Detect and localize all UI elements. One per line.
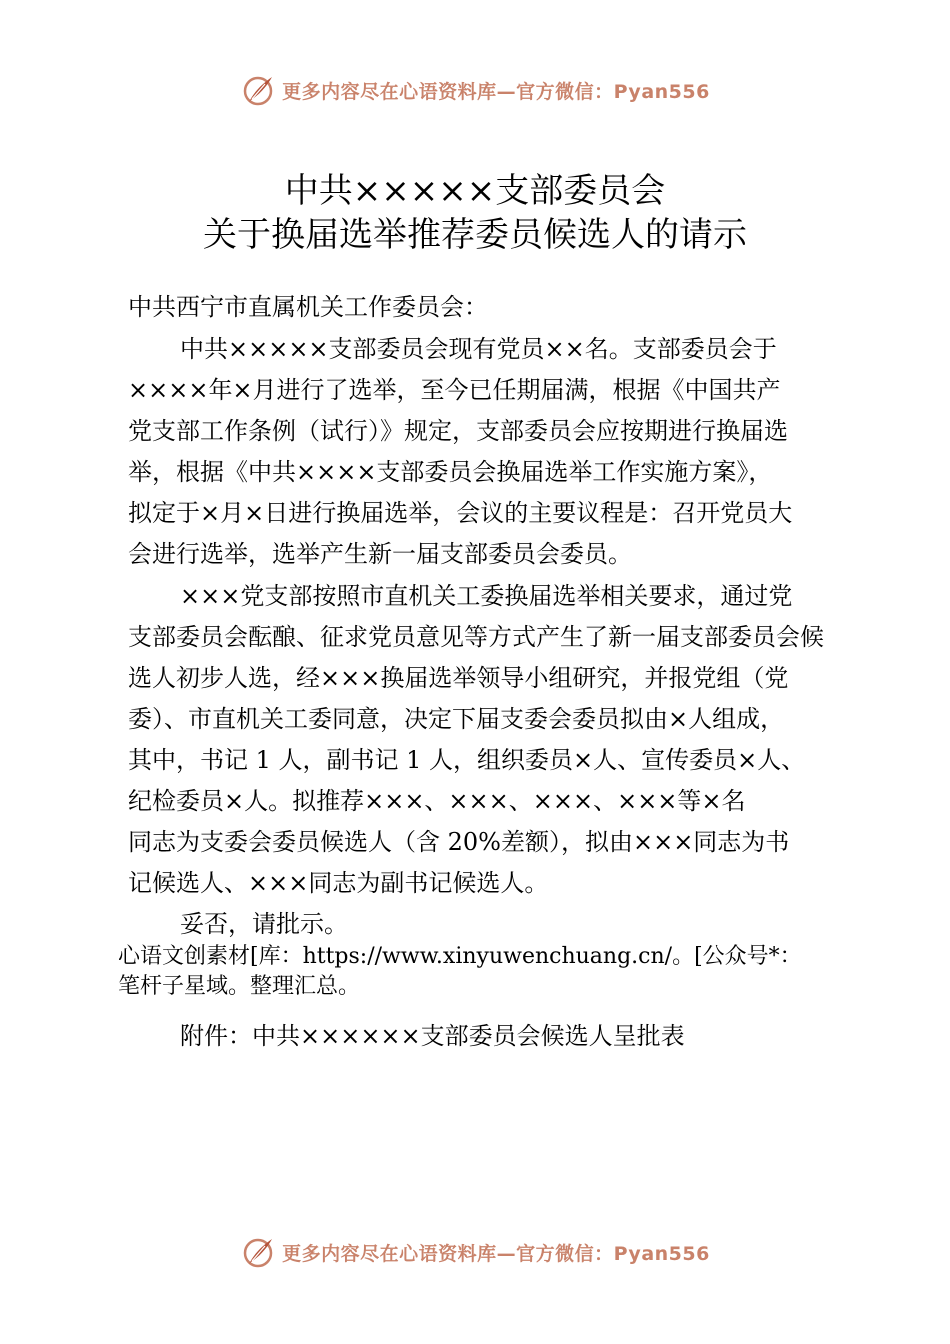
source-note-line: 笔杆子星域。整理汇总。 [118,974,361,999]
feather-pen-icon [240,72,276,108]
watermark-text: 更多内容尽在心语资料库—官方微信：Pyan556 [282,80,710,103]
paragraph-2-line: 委）、市直机关工委同意，决定下届支委会委员拟由×人组成， [128,705,785,733]
recipient: 中共西宁市直属机关工作委员会： [128,293,488,321]
watermark-footer [0,1232,950,1272]
watermark-header [0,70,950,110]
paragraph-2-line: ×××党支部按照市直机关工委换届选举相关要求，通过党 [180,582,793,610]
paragraph-1-line: ××××年×月进行了选举，至今已任期届满，根据《中国共产 [128,376,781,404]
watermark-text: 更多内容尽在心语资料库—官方微信：Pyan556 [282,1242,710,1265]
document-title-line-1: 中共×××××支部委员会 [284,171,666,211]
paragraph-1-line: 中共×××××支部委员会现有党员××名。支部委员会于 [180,335,777,363]
source-note-line: 心语文创素材[库：https://www.xinyuwenchuang.cn/。[公众号*： [118,944,802,969]
paragraph-2-line: 同志为支委会委员候选人（含 20%差额），拟由×××同志为书 [128,828,790,856]
paragraph-2-line: 纪检委员×人。拟推荐×××、×××、×××、×××等×名 [128,787,746,815]
paragraph-1-line: 举，根据《中共××××支部委员会换届选举工作实施方案》， [128,458,773,486]
paragraph-2-line: 选人初步人选，经×××换届选举领导小组研究，并报党组（党 [128,664,789,692]
paragraph-1-line: 会进行选举，选举产生新一届支部委员会委员。 [128,540,632,568]
paragraph-2-line: 记候选人、×××同志为副书记候选人。 [128,869,549,897]
paragraph-2-line: 支部委员会酝酿、征求党员意见等方式产生了新一届支部委员会候 [128,623,824,651]
attachment-note: 附件：中共××××××支部委员会候选人呈批表 [180,1022,685,1050]
paragraph-1-line: 党支部工作条例（试行）》规定，支部委员会应按期进行换届选 [128,417,788,445]
paragraph-2-line: 其中，书记 1 人，副书记 1 人，组织委员×人、宣传委员×人、 [128,746,806,774]
feather-pen-icon [240,1234,276,1270]
paragraph-1-line: 拟定于×月×日进行换届选举，会议的主要议程是：召开党员大 [128,499,793,527]
closing-request: 妥否，请批示。 [180,910,348,938]
document-title-line-2: 关于换届选举推荐委员候选人的请示 [203,215,747,255]
